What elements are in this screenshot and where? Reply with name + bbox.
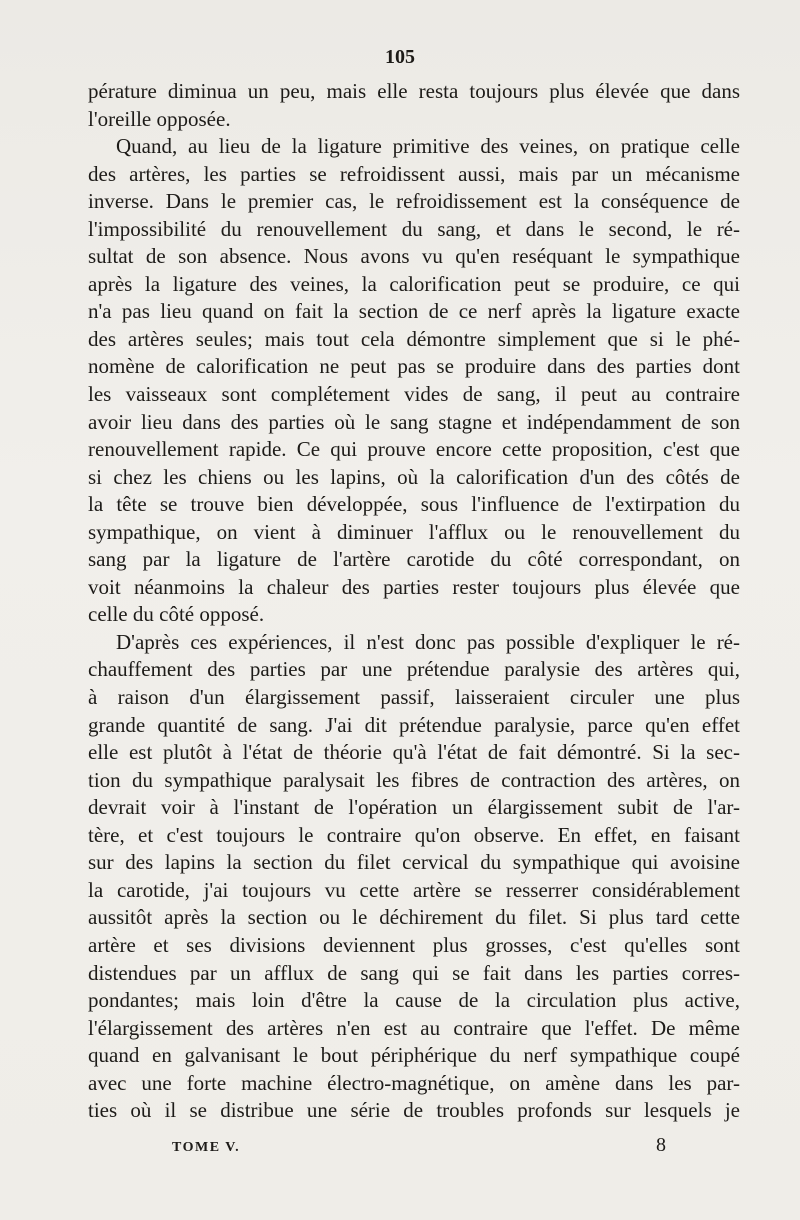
text-line: l'oreille opposée. (88, 106, 231, 131)
text-line: aussitôt après la section ou le déchirement du filet. Si plus tard cette (88, 905, 740, 930)
text-line: grande quantité de sang. J'ai dit prétendue paralysie, parce qu'en effet (88, 712, 740, 737)
text-line: la tête se trouve bien développée, sous l'influence de l'extirpation du (88, 492, 740, 517)
text-line: des artères seules; mais tout cela démontre simplement que si le phé- (88, 326, 740, 351)
text-line: après la ligature des veines, la calorification peut se produire, ce qui (88, 271, 740, 296)
text-line: elle est plutôt à l'état de théorie qu'à l'état de fait démontré. Si la sec- (88, 740, 740, 765)
text-line: si chez les chiens ou les lapins, où la calorification d'un des côtés de (88, 464, 740, 489)
text-line: à raison d'un élargissement passif, laisseraient circuler une plus (88, 685, 740, 710)
text-line: les vaisseaux sont complétement vides de sang, il peut au contraire (88, 382, 740, 407)
text-line: nomène de calorification ne peut pas se produire dans des parties dont (88, 354, 740, 379)
text-line: Quand, au lieu de la ligature primitive des veines, on pratique celle (116, 134, 740, 159)
text-line: des artères, les parties se refroidissent aussi, mais par un mécanisme (88, 161, 740, 186)
text-line: artère et ses divisions deviennent plus grosses, c'est qu'elles sont (88, 932, 740, 957)
text-line: tère, et c'est toujours le contraire qu'on observe. En effet, en faisant (88, 822, 740, 847)
text-line: avec une forte machine électro-magnétique, on amène dans les par- (88, 1070, 740, 1095)
text-line: sang par la ligature de l'artère carotide du côté correspondant, on (88, 547, 740, 572)
text-line: n'a pas lieu quand on fait la section de ce nerf après la ligature exacte (88, 299, 740, 324)
volume-signature: TOME V. (172, 1140, 241, 1155)
text-line: celle du côté opposé. (88, 602, 265, 627)
text-line: inverse. Dans le premier cas, le refroidissement est la conséquence de (88, 189, 740, 214)
text-line: devrait voir à l'instant de l'opération un élargissement subit de l'ar- (88, 795, 740, 820)
text-line: pondantes; mais loin d'être la cause de la circulation plus active, (88, 988, 740, 1013)
text-line: distendues par un afflux de sang qui se fait dans les parties corres- (88, 960, 740, 985)
paragraph-1 (88, 78, 740, 133)
text-line: la carotide, j'ai toujours vu cette artère se resserrer considérablement (88, 877, 740, 902)
text-line: l'impossibilité du renouvellement du sang, et dans le second, le ré- (88, 216, 740, 241)
text-line: avoir lieu dans des parties où le sang stagne et indépendamment de son (88, 409, 740, 434)
text-line: sultat de son absence. Nous avons vu qu'en reséquant le sympathique (88, 244, 740, 269)
text-line: ties où il se distribue une série de troubles profonds sur lesquels je (88, 1098, 740, 1123)
body-text (88, 78, 740, 1125)
text-line: chauffement des parties par une prétendue paralysie des artères qui, (88, 657, 740, 682)
signature-mark: 8 (656, 1134, 666, 1156)
text-line: renouvellement rapide. Ce qui prouve encore cette proposition, c'est que (88, 437, 740, 462)
text-line: sur des lapins la section du filet cervical du sympathique qui avoisine (88, 850, 740, 875)
paragraph-2 (88, 133, 740, 629)
page-number: 105 (385, 46, 415, 68)
text-line: tion du sympathique paralysait les fibres de contraction des artères, on (88, 767, 740, 792)
text-line: pérature diminua un peu, mais elle resta toujours plus élevée que dans (88, 79, 740, 103)
text-line: voit néanmoins la chaleur des parties rester toujours plus élevée que (88, 574, 740, 599)
text-line: l'élargissement des artères n'en est au contraire que l'effet. De même (88, 1015, 740, 1040)
text-line: sympathique, on vient à diminuer l'afflux ou le renouvellement du (88, 519, 740, 544)
paragraph-3 (88, 629, 740, 1125)
text-line: quand en galvanisant le bout périphérique du nerf sympathique coupé (88, 1043, 740, 1068)
text-line: D'après ces expériences, il n'est donc pas possible d'expliquer le ré- (116, 629, 740, 654)
